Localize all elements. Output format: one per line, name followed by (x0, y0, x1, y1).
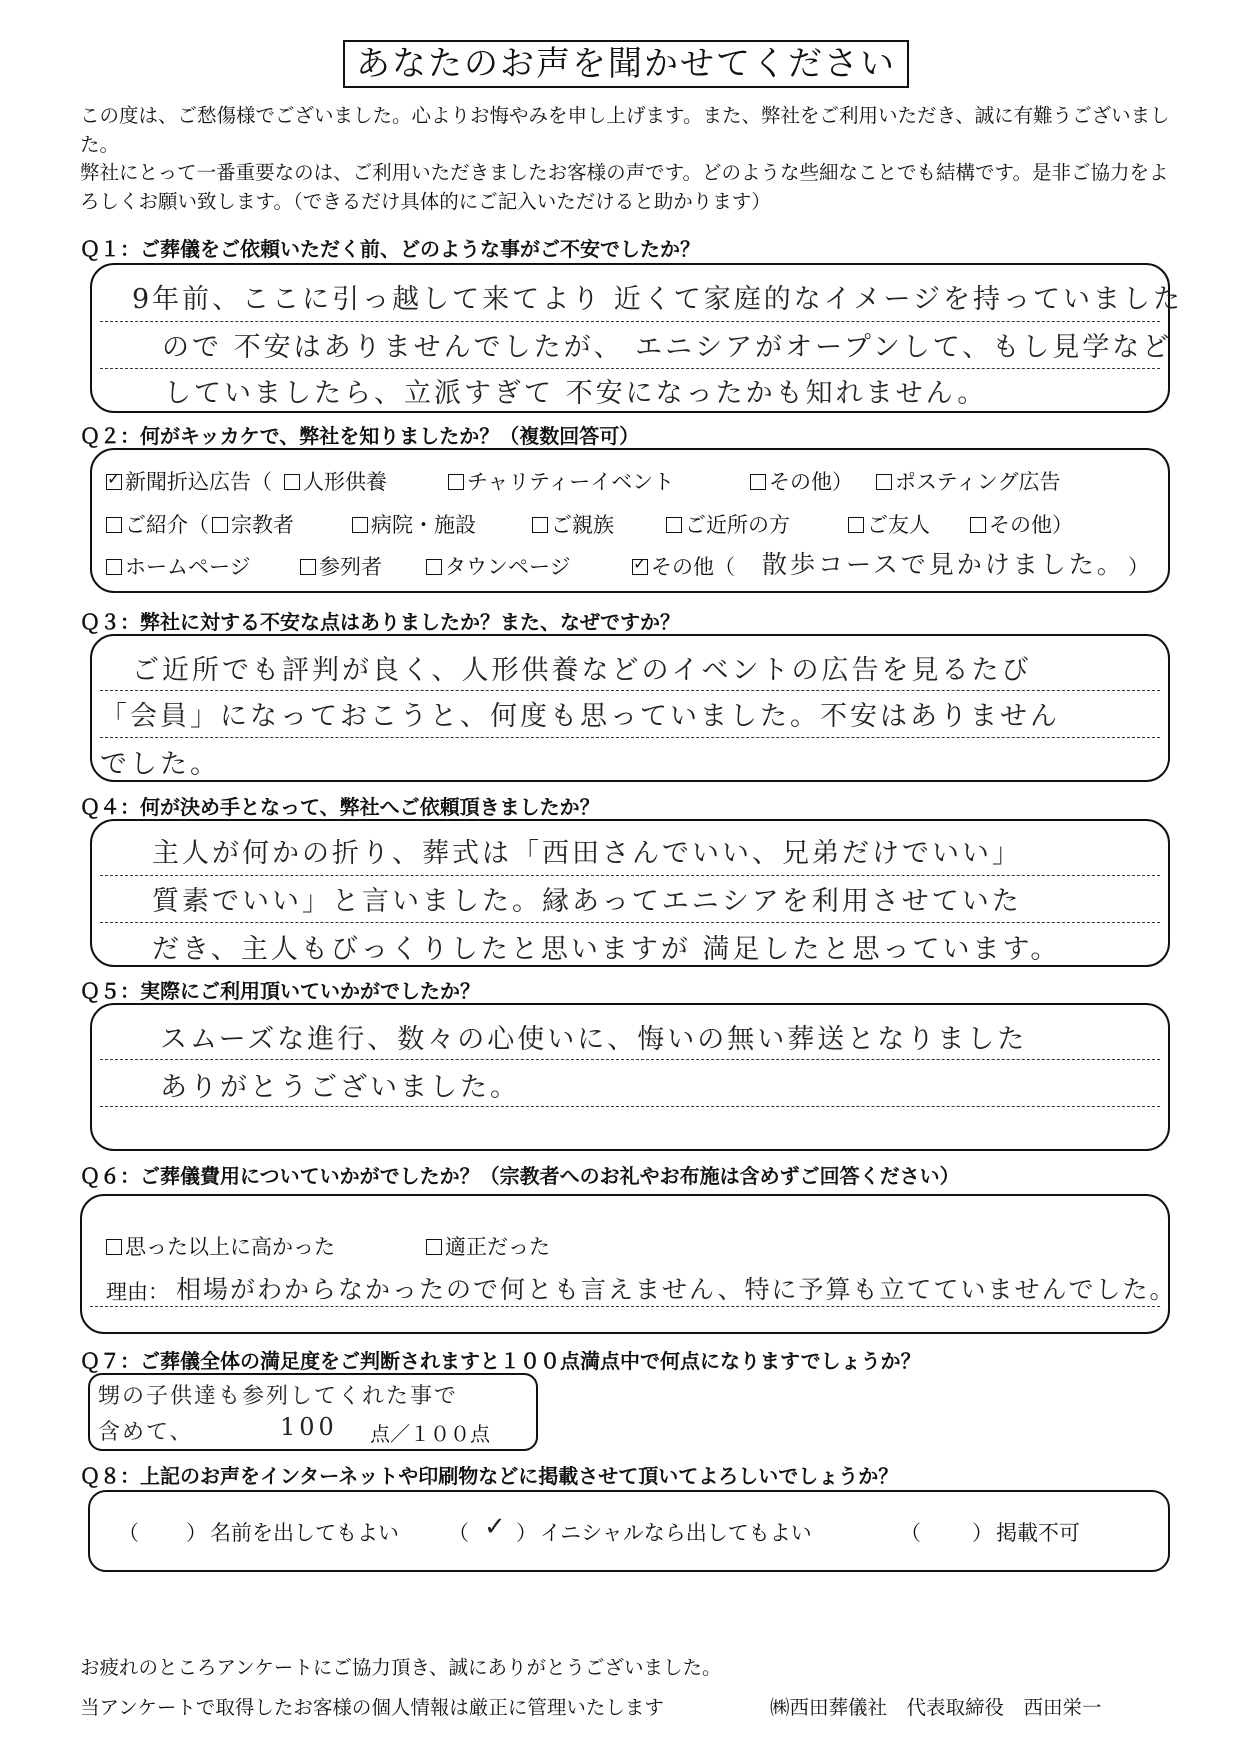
checkbox-icon[interactable] (448, 474, 464, 490)
q6-answer-box (80, 1194, 1177, 1334)
q2-option-other-2[interactable]: その他） (970, 509, 1073, 539)
q2-options-box (90, 448, 1170, 593)
q8-option-none[interactable]: 掲載不可 (996, 1521, 1080, 1545)
q8-option-none-open[interactable]: （ (900, 1521, 921, 1545)
q8-option-none-close: ） (972, 1521, 993, 1545)
q2-option-neighbors[interactable]: ご近所の方 (666, 509, 790, 539)
q1-answer-box[interactable] (90, 263, 1183, 413)
checkbox-icon[interactable] (106, 1239, 122, 1255)
q8-option-name-close: ） (186, 1521, 207, 1545)
q2-option-religious[interactable]: 宗教者 (212, 509, 294, 539)
q2-option-attendee[interactable]: 参列者 (300, 551, 382, 581)
intro-paragraph-1: この度は、ご愁傷様でございました。心よりお悔やみを申し上げます。また、弊社をご利用いただき、誠に有難うございました。 (80, 104, 1170, 156)
q8-question: Ｑ８：上記のお声をインターネットや印刷物などに掲載させて頂いてよろしいでしょうか？ (80, 1464, 899, 1488)
q6-option-high[interactable]: 思った以上に高かった (106, 1231, 335, 1261)
q3-answer-line-2: 「会員」になっておこうと、何度も思っていました。不安はありません (100, 701, 1060, 732)
q5-question: Ｑ５：実際にご利用頂いていかがでしたか？ (80, 979, 480, 1003)
q2-other-close: ） (1128, 555, 1149, 579)
q2-option-intro[interactable]: ご紹介（ (106, 509, 209, 539)
q2-option-other-1[interactable]: その他） (750, 466, 853, 496)
q6-question: Ｑ６：ご葬儀費用についていかがでしたか？（宗教者へのお礼やお布施は含めずご回答ください） (80, 1164, 960, 1188)
q8-option-initial-close: ） (516, 1521, 537, 1545)
q8-check-icon: ✓ (484, 1512, 509, 1542)
q2-option-friends[interactable]: ご友人 (848, 509, 930, 539)
q4-answer-line-3: だき、主人もびっくりしたと思いますが 満足したと思っています。 (152, 934, 1061, 965)
q5-answer-line-1: スムーズな進行、数々の心使いに、悔いの無い葬送となりました (160, 1024, 1028, 1055)
q7-score-suffix: 点／１００点 (370, 1422, 490, 1446)
checkbox-icon[interactable] (212, 517, 228, 533)
q3-answer-line-1: ご近所でも評判が良く、人形供養などのイベントの広告を見るたび (132, 655, 1032, 686)
q4-answer-line-2: 質素でいい」と言いました。縁あってエニシアを利用させていた (152, 886, 1022, 917)
q1-answer-line-3: していましたら、立派すぎて 不安になったかも知れません。 (164, 378, 988, 409)
q2-option-homepage[interactable]: ホームページ (106, 551, 251, 581)
q8-option-initial-open[interactable]: （ (448, 1521, 469, 1545)
q2-option-posting[interactable]: ポスティング広告 (876, 466, 1060, 496)
q1-answer-line-1: 9年前、ここに引っ越して来てより 近くて家庭的なイメージを持っていました (132, 284, 1183, 315)
intro-text (80, 102, 1180, 216)
q3-answer-box[interactable] (90, 634, 1170, 782)
q8-option-name-open[interactable]: （ (118, 1521, 139, 1545)
q7-answer-box[interactable] (88, 1373, 538, 1451)
checkbox-icon[interactable] (300, 559, 316, 575)
q2-option-other-3[interactable]: ✓ その他（ (632, 551, 735, 581)
q3-answer-line-3: でした。 (100, 749, 220, 780)
checkbox-icon[interactable] (970, 517, 986, 533)
q1-answer-line-2: ので 不安はありませんでしたが、 エニシアがオープンして、もし見学など (162, 332, 1173, 363)
q2-option-newspaper[interactable]: ✓新聞折込広告（ (106, 466, 272, 496)
q7-score: 100 (280, 1413, 338, 1441)
footer-thanks: お疲れのところアンケートにご協力頂き、誠にありがとうございました。 (80, 1656, 722, 1679)
checkbox-icon[interactable] (532, 517, 548, 533)
checkbox-icon[interactable] (426, 559, 442, 575)
q7-answer-line-2: 含めて、 (98, 1420, 194, 1445)
q7-question: Ｑ７：ご葬儀全体の満足度をご判断されますと１００点満点中で何点になりますでしょうか？ (80, 1349, 921, 1373)
checkbox-icon[interactable] (352, 517, 368, 533)
footer-company: ㈱西田葬儀社 代表取締役 西田栄一 (770, 1696, 1102, 1719)
q4-question: Ｑ４：何が決め手となって、弊社へご依頼頂きましたか？ (80, 795, 600, 819)
page-title: あなたのお声を聞かせてください (343, 40, 909, 88)
checkbox-icon[interactable] (426, 1239, 442, 1255)
q2-option-hospital[interactable]: 病院・施設 (352, 509, 476, 539)
checkbox-icon[interactable] (106, 559, 122, 575)
checkbox-icon[interactable] (848, 517, 864, 533)
q2-option-relatives[interactable]: ご親族 (532, 509, 614, 539)
checkbox-icon[interactable] (876, 474, 892, 490)
checkbox-icon[interactable] (106, 517, 122, 533)
q7-answer-line-1: 甥の子供達も参列してくれた事で (98, 1384, 459, 1409)
q4-answer-box[interactable] (90, 819, 1170, 967)
q1-question: Ｑ１：ご葬儀をご依頼いただく前、どのような事がご不安でしたか？ (80, 237, 700, 261)
q3-question: Ｑ３：弊社に対する不安な点はありましたか？また、なぜですか？ (80, 610, 680, 634)
footer-privacy: 当アンケートで取得したお客様の個人情報は厳正に管理いたします (80, 1696, 664, 1719)
q6-reason-answer[interactable]: 相場がわからなかったので何とも言えません、特に予算も立てていませんでした。 (176, 1275, 1177, 1304)
q8-option-initial[interactable]: イニシャルなら出してもよい (540, 1521, 812, 1545)
q8-option-name[interactable]: 名前を出してもよい (210, 1521, 399, 1545)
q5-answer-line-2: ありがとうございました。 (160, 1072, 520, 1103)
q6-option-fair[interactable]: 適正だった (426, 1231, 550, 1261)
q2-option-charity[interactable]: チャリティーイベント (448, 466, 674, 496)
q8-options-box (88, 1490, 1170, 1572)
checkbox-icon[interactable] (284, 474, 300, 490)
q2-option-doll[interactable]: 人形供養 (284, 466, 387, 496)
q4-answer-line-1: 主人が何かの折り、葬式は「西田さんでいい、兄弟だけでいい」 (152, 838, 1022, 869)
q5-answer-box[interactable] (90, 1003, 1170, 1151)
checkbox-checked-icon[interactable] (632, 559, 648, 575)
checkbox-icon[interactable] (666, 517, 682, 533)
q6-reason-label: 理由： (106, 1280, 169, 1304)
q2-other-answer: 散歩コースで見かけました。 (762, 550, 1125, 579)
checkbox-checked-icon[interactable] (106, 474, 122, 490)
intro-paragraph-2: 弊社にとって一番重要なのは、ご利用いただきましたお客様の声です。どのような些細なことでも結構です。是非ご協力をよろしくお願い致します。（できるだけ具体的にご記入いただけると助かります） (80, 161, 1169, 213)
checkbox-icon[interactable] (750, 474, 766, 490)
q2-question: Ｑ２：何がキッカケで、弊社を知りましたか？（複数回答可） (80, 424, 640, 448)
q2-option-townpage[interactable]: タウンページ (426, 551, 571, 581)
